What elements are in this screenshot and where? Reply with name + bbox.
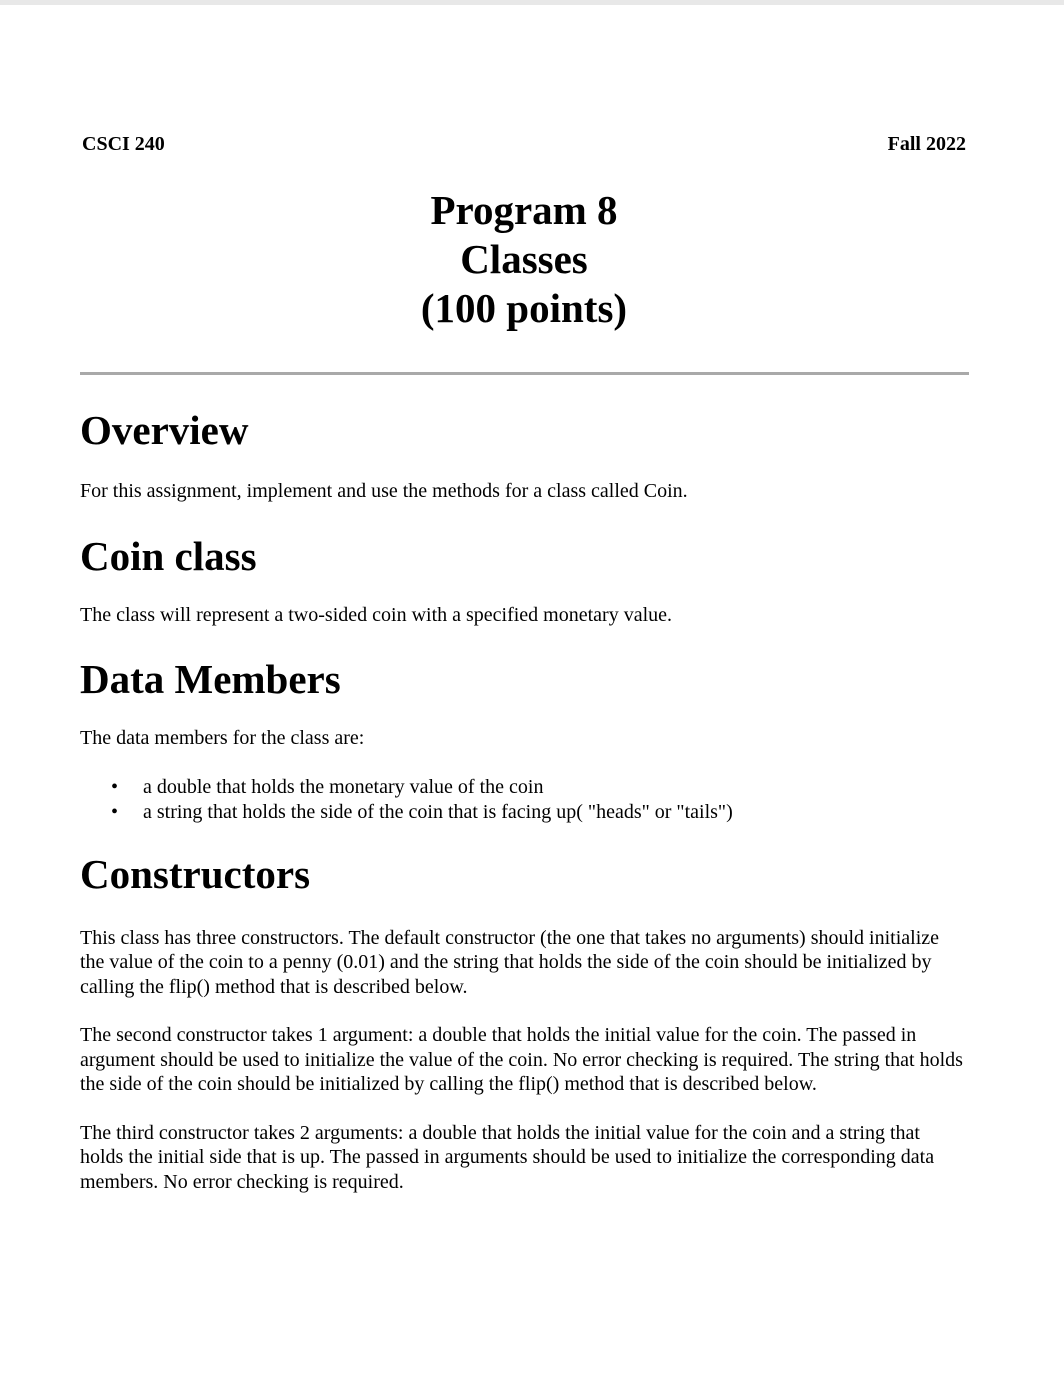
constructors-paragraph-1: This class has three constructors. The default constructor (the one that takes no arguments) should initialize the value of the coin to a penny (0.01) and the string that holds the side of the coin should be initialized by calling the flip() method that is described below.	[80, 926, 940, 998]
data-members-intro: The data members for the class are:	[80, 727, 365, 749]
data-members-heading: Data Members	[80, 656, 341, 702]
horizontal-rule	[80, 372, 969, 375]
constructors-paragraph-2: The second constructor takes 1 argument: a double that holds the initial value for the coin. The passed in argument should be used to initialize the value of the coin. No error checking is required. The string that holds the side of the coin should be initialized by calling the flip() method that is described below.	[80, 1024, 963, 1095]
bullet-icon: •	[111, 800, 119, 823]
data-members-list	[80, 775, 968, 825]
constructors-paragraph-3: The third constructor takes 2 arguments: a double that holds the initial value for the coin and a string that holds the initial side that is up. The passed in arguments should be used to initialize the corresponding data members. No error checking is required.	[80, 1121, 935, 1193]
title-program: Program 8	[430, 187, 618, 233]
overview-heading: Overview	[80, 407, 249, 453]
course-code: CSCI 240	[82, 133, 165, 155]
document-body	[80, 405, 968, 1194]
list-item	[111, 775, 968, 800]
list-item-text: a string that holds the side of the coin that is facing up( "heads" or "tails")	[143, 800, 733, 823]
coin-class-text: The class will represent a two-sided coin with a specified monetary value.	[80, 603, 673, 626]
title-topic: Classes	[460, 236, 588, 282]
list-item-text: a double that holds the monetary value of the coin	[143, 775, 544, 798]
overview-text: For this assignment, implement and use the methods for a class called Coin.	[80, 480, 688, 502]
constructors-heading: Constructors	[80, 850, 311, 897]
title-points: (100 points)	[420, 285, 628, 331]
list-item	[111, 800, 968, 825]
coin-class-heading: Coin class	[80, 532, 257, 579]
bullet-icon: •	[111, 775, 119, 798]
document-title	[80, 186, 968, 333]
term-label: Fall 2022	[887, 133, 966, 155]
top-strip	[0, 0, 1064, 5]
